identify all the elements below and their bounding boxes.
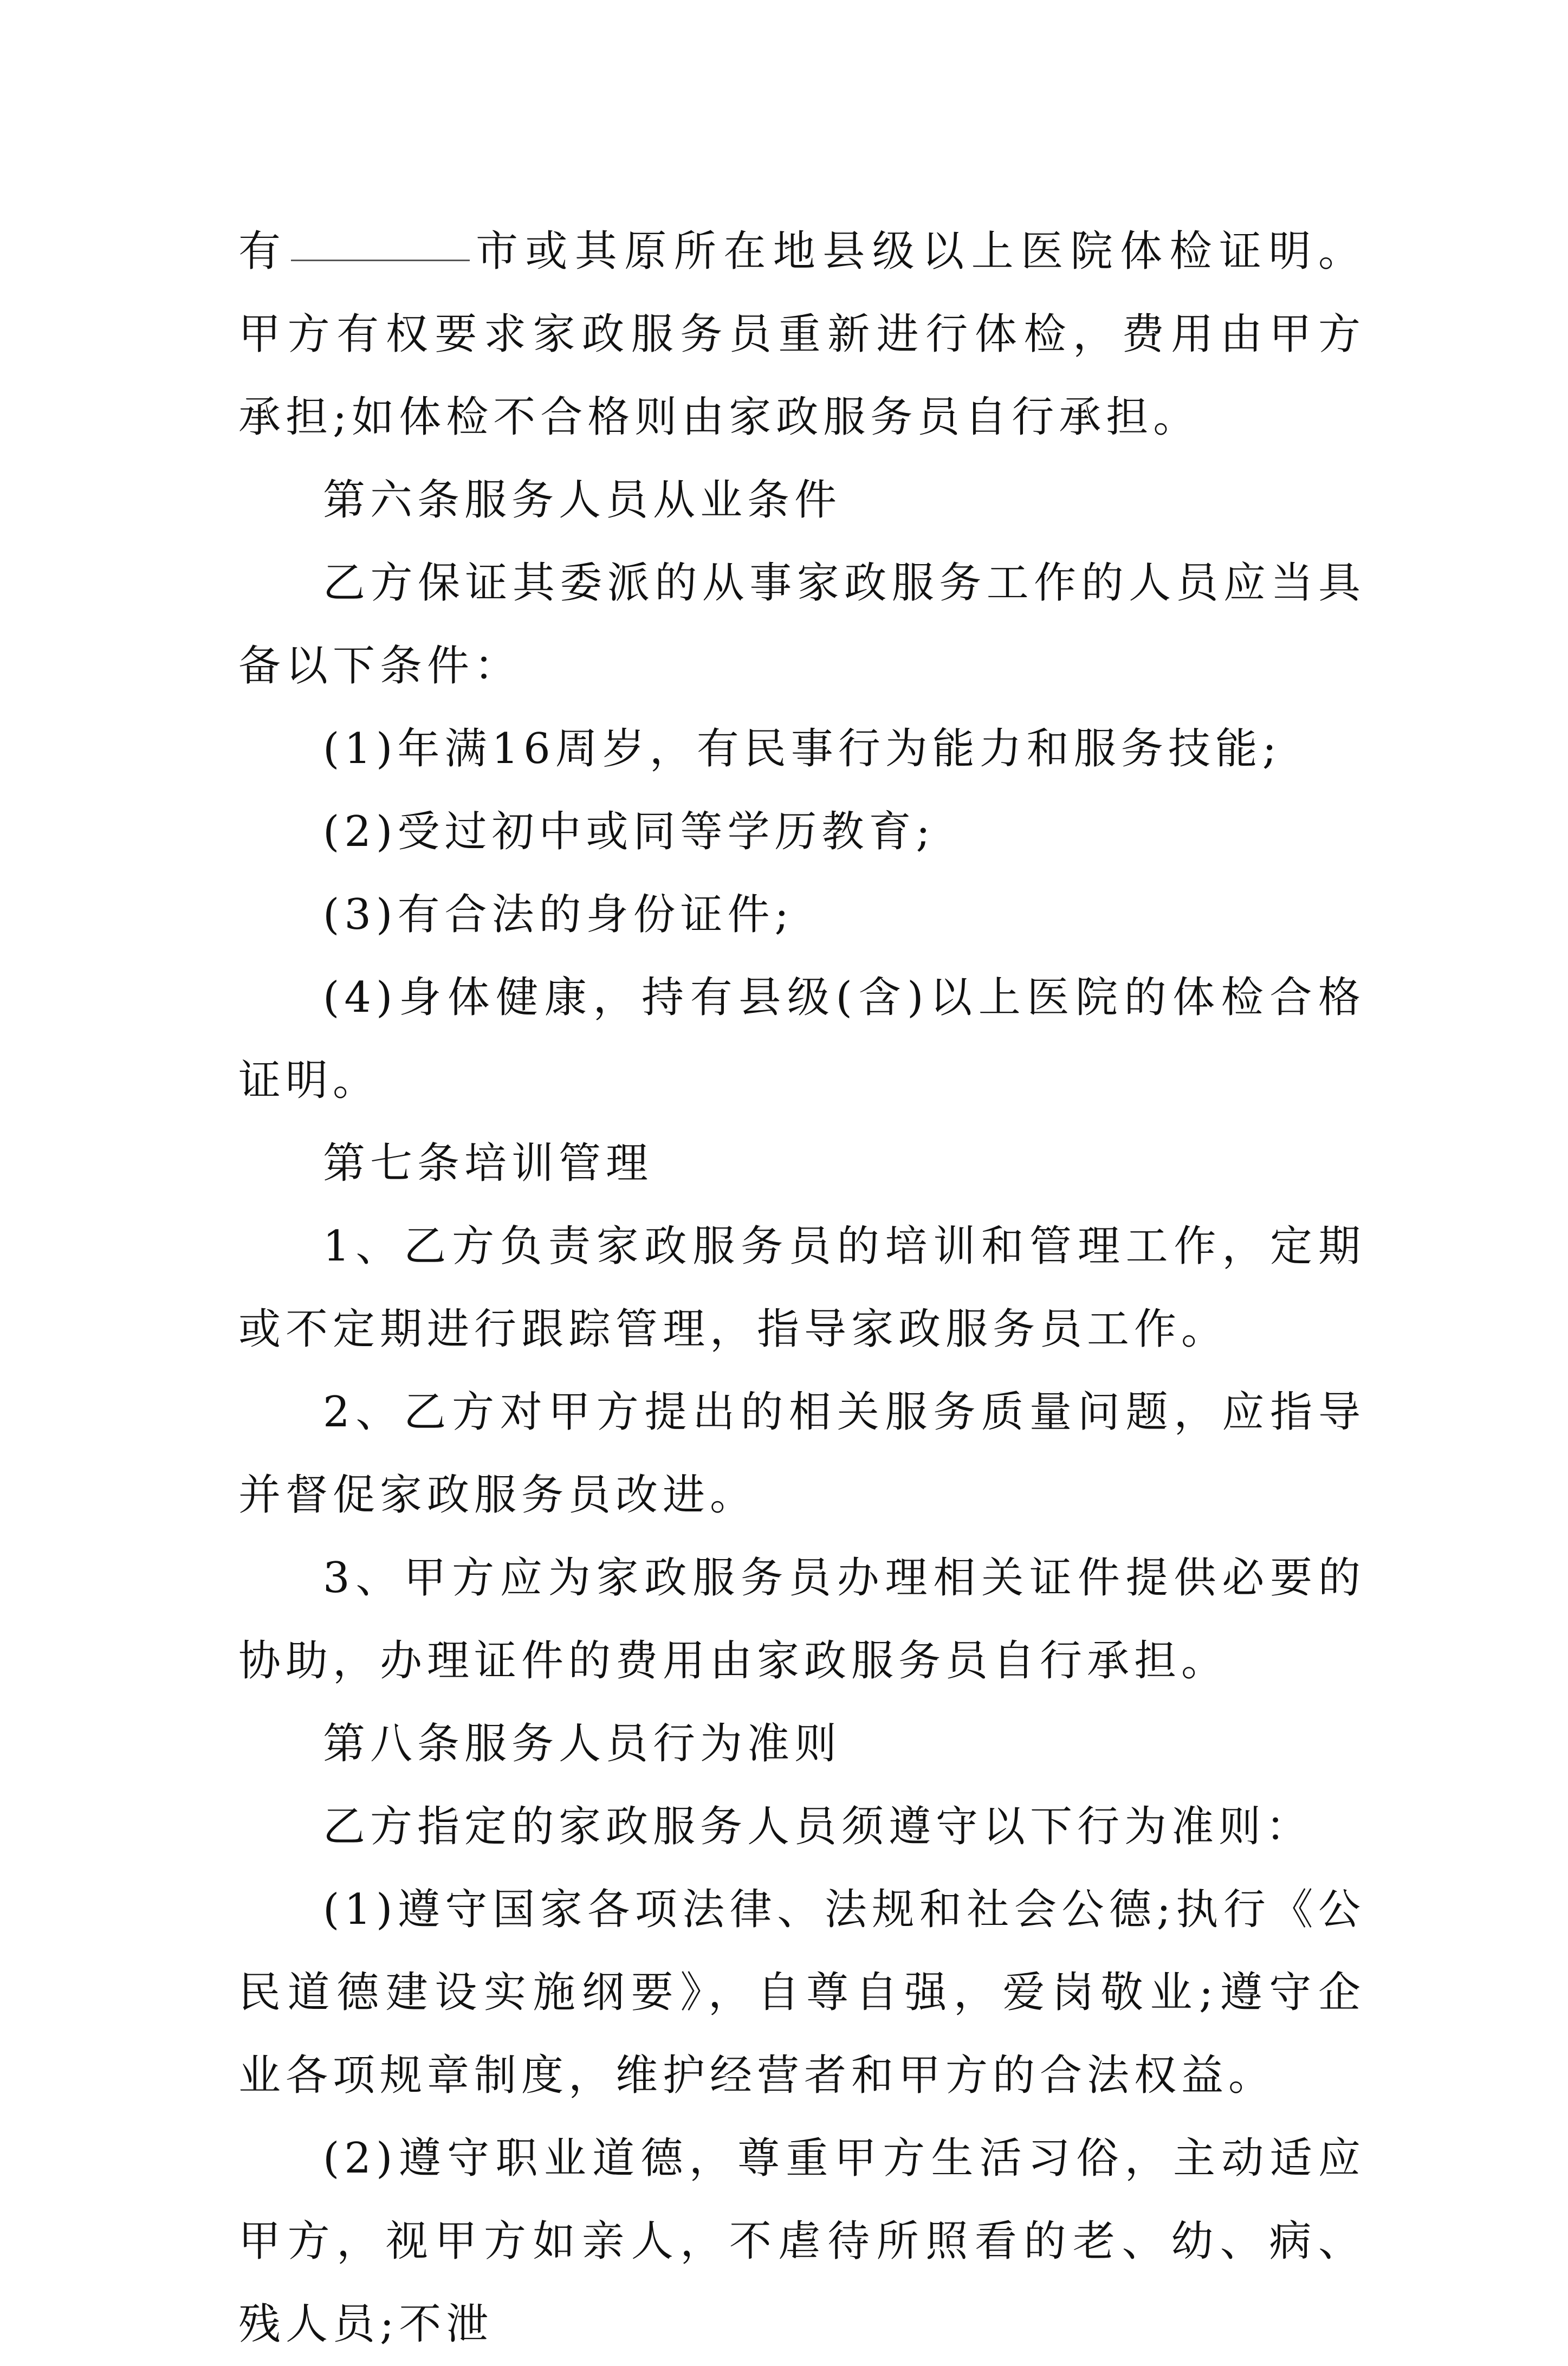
list-item: 1、乙方负责家政服务员的培训和管理工作，定期或不定期进行跟踪管理，指导家政服务员工作。 [238, 1222, 1365, 1354]
fill-in-blank [291, 259, 470, 261]
list-item: 3、甲方应为家政服务员办理相关证件提供必要的协助，办理证件的费用由家政服务员自行承担。 [238, 1554, 1365, 1685]
list-item: (2)遵守职业道德，尊重甲方生活习俗，主动适应甲方，视甲方如亲人，不虐待所照看的老、幼、病、残人员;不泄 [238, 2134, 1365, 2349]
article-6-heading: 第六条服务人员从业条件 [323, 476, 842, 525]
list-item: (1)年满16周岁，有民事行为能力和服务技能; [323, 725, 1282, 773]
paragraph-health-certificate [238, 210, 1365, 459]
list-item: 2、乙方对甲方提出的相关服务质量问题，应指导并督促家政服务员改进。 [238, 1388, 1365, 1520]
article-8-heading: 第八条服务人员行为准则 [323, 1719, 842, 1768]
paragraph-text-post: 市或其原所在地县级以上医院体检证明。甲方有权要求家政服务员重新进行体检，费用由甲方承担;如体检不合格则由家政服务员自行承担。 [238, 227, 1365, 442]
list-item: (2)受过初中或同等学历教育; [323, 807, 935, 856]
paragraph-text-pre: 有 [238, 227, 288, 276]
paragraph: 乙方保证其委派的从事家政服务工作的人员应当具备以下条件： [238, 559, 1365, 690]
list-item: (3)有合法的身份证件; [323, 890, 794, 939]
article-7-heading: 第七条培训管理 [323, 1139, 653, 1188]
paragraph: 乙方指定的家政服务人员须遵守以下行为准则： [323, 1802, 1313, 1851]
document-body [238, 210, 1365, 2366]
list-item: (4)身体健康，持有县级(含)以上医院的体检合格证明。 [238, 973, 1365, 1105]
list-item: (1)遵守国家各项法律、法规和社会公德;执行《公民道德建设实施纲要》，自尊自强，爱岗敬业;遵守企业各项规章制度，维护经营者和甲方的合法权益。 [238, 1885, 1365, 2100]
